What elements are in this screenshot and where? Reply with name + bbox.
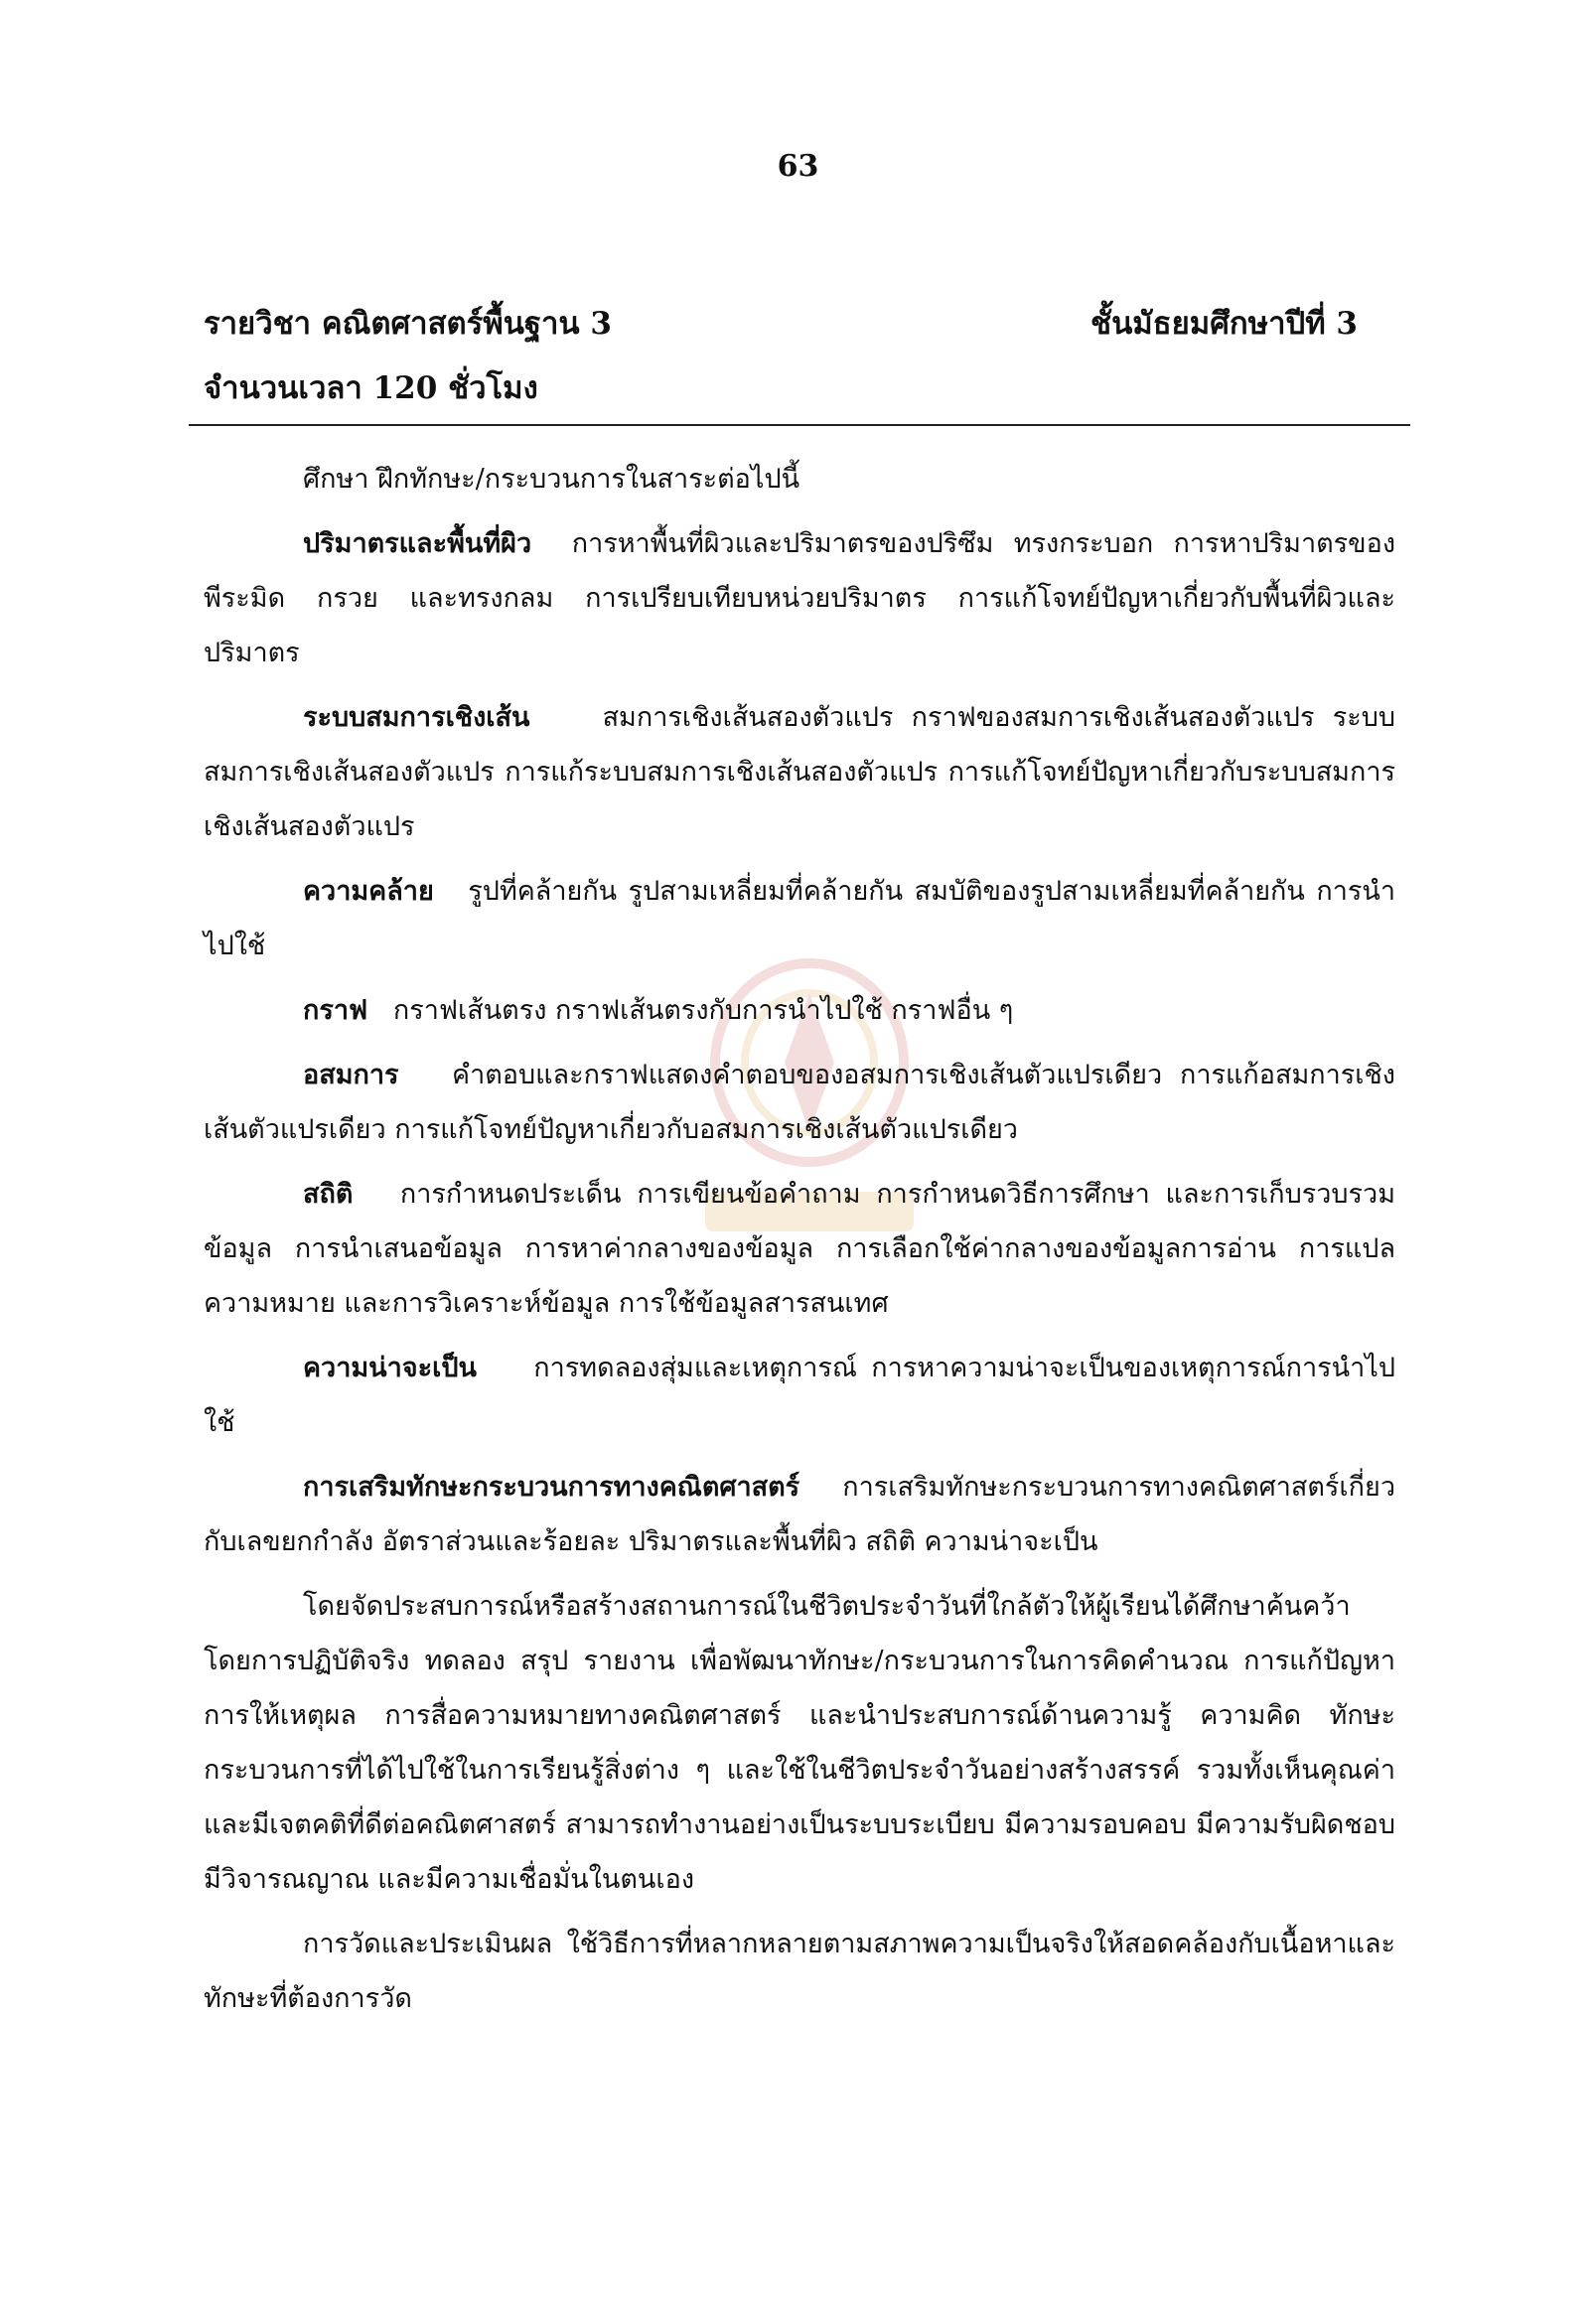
process-paragraph: โดยจัดประสบการณ์หรือสร้างสถานการณ์ในชีวิตประจำวันที่ใกล้ตัวให้ผู้เรียนได้ศึกษาค้นคว้าโดยการปฏิบัติจริง ทดลอง สรุป รายงาน เพื่อพัฒนาทักษะ/กระบวนการในการคิดคำนวณ การแก้ปัญหา การให้เหตุผล การสื่อความหมายทางคณิตศาสตร์ และนำประสบการณ์ด้านความรู้ ความคิด ทักษะกระบวนการที่ได้ไปใช้ในการเรียนรู้สิ่งต่าง ๆ และใช้ในชีวิตประจำวันอย่างสร้างสรรค์ รวมทั้งเห็นคุณค่าและมีเจตคติที่ดีต่อคณิตศาสตร์ สามารถทำงานอย่างเป็นระบบระเบียบ มีความรอบคอบ มีความรับผิดชอบ มีวิจารณญาณ และมีความเชื่อมั่นในตนเอง bbox=[204, 1591, 1395, 1895]
topic-text: สมการเชิงเส้นสองตัวแปร กราฟของสมการเชิงเส้นสองตัวแปร ระบบสมการเชิงเส้นสองตัวแปร การแก้ระบบสมการเชิงเส้นสองตัวแปร การแก้โจทย์ปัญหาเกี่ยวกับระบบสมการเชิงเส้นสองตัวแปร bbox=[204, 702, 1395, 842]
topic-paragraph bbox=[204, 1167, 1395, 1331]
header-divider bbox=[189, 424, 1410, 426]
topic-text: การเสริมทักษะกระบวนการทางคณิตศาสตร์เกี่ยวกับเลขยกกำลัง อัตราส่วนและร้อยละ ปริมาตรและพื้นที่ผิว สถิติ ความน่าจะเป็น bbox=[204, 1472, 1395, 1557]
topic-paragraph bbox=[204, 864, 1395, 973]
topic-text: คำตอบและกราฟแสดงคำตอบของอสมการเชิงเส้นตัวแปรเดียว การแก้อสมการเชิงเส้นตัวแปรเดียว การแก้โจทย์ปัญหาเกี่ยวกับอสมการเชิงเส้นตัวแปรเดียว bbox=[204, 1060, 1395, 1145]
page-number: 63 bbox=[777, 149, 819, 184]
topic-title: ระบบสมการเชิงเส้น bbox=[303, 702, 530, 733]
course-description bbox=[204, 452, 1395, 2036]
topic-title: การเสริมทักษะกระบวนการทางคณิตศาสตร์ bbox=[303, 1472, 800, 1503]
topic-title: ความคล้าย bbox=[303, 876, 434, 907]
topic-paragraph bbox=[204, 1048, 1395, 1157]
topic-paragraph bbox=[204, 516, 1395, 680]
topic-title: ปริมาตรและพื้นที่ผิว bbox=[303, 528, 532, 559]
evaluation-paragraph: การวัดและประเมินผล ใช้วิธีการที่หลากหลายตามสภาพความเป็นจริงให้สอดคล้องกับเนื้อหาและทักษะที่ต้องการวัด bbox=[204, 1929, 1395, 2014]
topic-title: สถิติ bbox=[303, 1179, 354, 1210]
grade-level: ชั้นมัธยมศึกษาปีที่ 3 bbox=[1090, 306, 1358, 342]
topic-text: การกำหนดประเด็น การเขียนข้อคำถาม การกำหนดวิธีการศึกษา และการเก็บรวบรวมข้อมูล การนำเสนอข้อมูล การหาค่ากลางของข้อมูล การเลือกใช้ค่ากลางของข้อมูลการอ่าน การแปลความหมาย และการวิเคราะห์ข้อมูล การใช้ข้อมูลสารสนเทศ bbox=[204, 1179, 1395, 1319]
topic-title: กราฟ bbox=[303, 995, 368, 1026]
topic-text: กราฟเส้นตรง กราฟเส้นตรงกับการนำไปใช้ กราฟอื่น ๆ bbox=[392, 995, 1014, 1026]
topic-text: การหาพื้นที่ผิวและปริมาตรของปริซึม ทรงกระบอก การหาปริมาตรของพีระมิด กรวย และทรงกลม การเปรียบเทียบหน่วยปริมาตร การแก้โจทย์ปัญหาเกี่ยวกับพื้นที่ผิวและปริมาตร bbox=[204, 528, 1396, 668]
topic-text: รูปที่คล้ายกัน รูปสามเหลี่ยมที่คล้ายกัน สมบัติของรูปสามเหลี่ยมที่คล้ายกัน การนำไปใช้ bbox=[204, 876, 1395, 961]
topic-paragraph bbox=[204, 690, 1395, 854]
topic-title: อสมการ bbox=[303, 1060, 399, 1090]
topic-paragraph bbox=[204, 1460, 1395, 1569]
course-title: รายวิชา คณิตศาสตร์พื้นฐาน 3 bbox=[204, 306, 612, 342]
topic-text: การทดลองสุ่มและเหตุการณ์ การหาความน่าจะเป็นของเหตุการณ์การนำไปใช้ bbox=[204, 1353, 1395, 1438]
course-hours: จำนวนเวลา 120 ชั่วโมง bbox=[204, 370, 538, 406]
topic-paragraph bbox=[204, 1341, 1395, 1450]
intro-paragraph: ศึกษา ฝึกทักษะ/กระบวนการในสาระต่อไปนี้ bbox=[303, 464, 800, 495]
topic-paragraph bbox=[204, 983, 1395, 1038]
topic-title: ความน่าจะเป็น bbox=[303, 1353, 477, 1383]
